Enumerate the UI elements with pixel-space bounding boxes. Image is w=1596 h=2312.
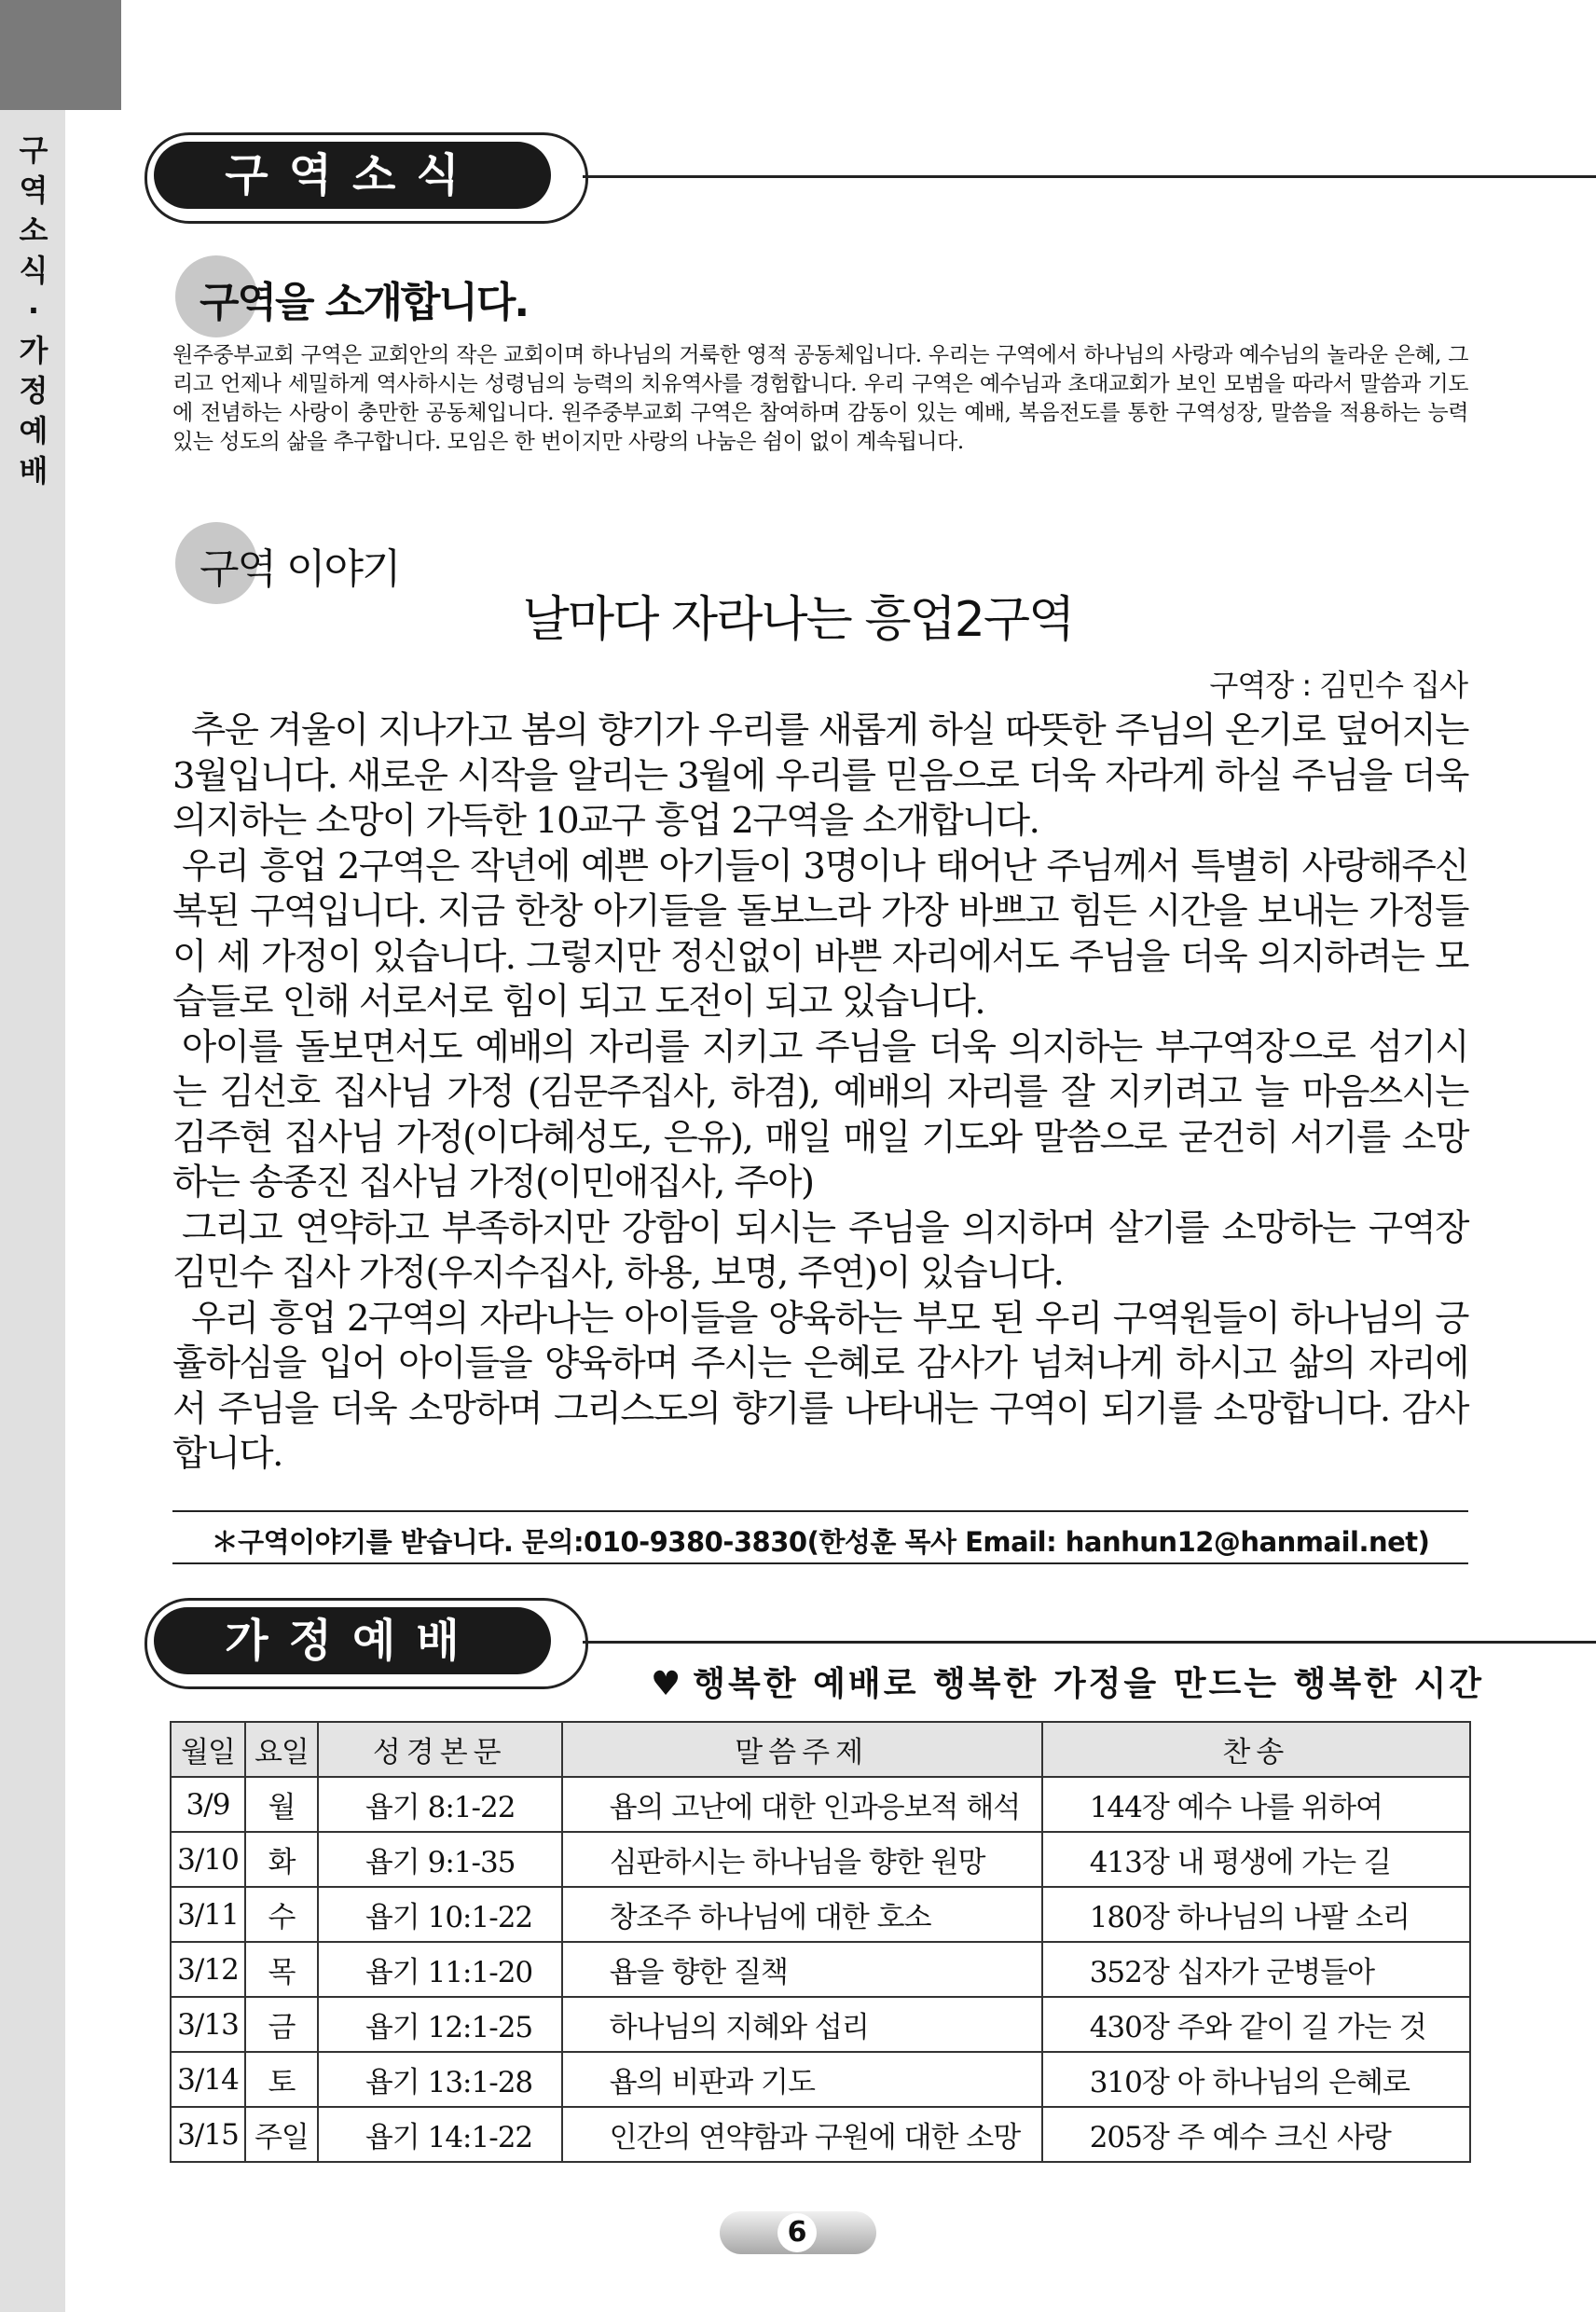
table-row [171,1887,1470,1942]
column-header-sermon-topic: 말씀주제 [562,1722,1042,1777]
story-paragraph: 그리고 연약하고 부족하지만 강함이 되시는 주님을 의지하며 살기를 소망하는 구역장 김민수 집사 가정(우지수집사, 하용, 보명, 주연)이 있습니다. [172,1206,1468,1294]
cell-date: 3/11 [171,1887,245,1942]
cell-topic: 심판하시는 하나님을 향한 원망 [562,1832,1042,1887]
notice-box [172,1510,1468,1564]
page-number: 6 [777,2213,817,2252]
table-row [171,2052,1470,2107]
cell-scripture: 욥기 10:1-22 [318,1887,562,1942]
cell-topic: 인간의 연약함과 구원에 대한 소망 [562,2107,1042,2162]
worship-tagline [651,1658,1484,1705]
heart-icon: ♥ [651,1665,684,1703]
column-header-scripture: 성경본문 [318,1722,562,1777]
cell-scripture: 욥기 13:1-28 [318,2052,562,2107]
cell-topic: 욥의 비판과 기도 [562,2052,1042,2107]
cell-date: 3/14 [171,2052,245,2107]
section-title: 구역소식 [154,142,551,209]
cell-day: 월 [245,1777,318,1832]
section-header-rule [583,175,1596,178]
cell-scripture: 욥기 8:1-22 [318,1777,562,1832]
table-row [171,2107,1470,2162]
cell-hymn: 310장 아 하나님의 은혜로 [1042,2052,1470,2107]
cell-hymn: 180장 하나님의 나팔 소리 [1042,1887,1470,1942]
column-header-day: 요일 [245,1722,318,1777]
table-row [171,1832,1470,1887]
column-header-date: 월일 [171,1722,245,1777]
story-heading: 구역 이야기 [200,545,400,593]
side-tab-label: 구 역 소 식 · 가 정 예 배 [19,132,48,489]
story-title: 날마다 자라나는 흥업2구역 [522,592,1074,648]
cell-date: 3/10 [171,1832,245,1887]
cell-day: 목 [245,1942,318,1997]
table-row [171,1942,1470,1997]
intro-heading: 구역을 소개합니다. [200,279,529,326]
cell-day: 수 [245,1887,318,1942]
story-body [172,709,1468,1478]
cell-hymn: 413장 내 평생에 가는 길 [1042,1832,1470,1887]
section-header-rule [583,1641,1596,1644]
story-paragraph: 추운 겨울이 지나가고 봄의 향기가 우리를 새롭게 하실 따뜻한 주님의 온기로 덮어지는 3월입니다. 새로운 시작을 알리는 3월에 우리를 믿음으로 더욱 자라게 하실 주님을 더욱 의지하는 소망이 가득한 10교구 흥업 2구역을 소개합니다. [172,709,1468,842]
cell-hymn: 205장 주 예수 크신 사랑 [1042,2107,1470,2162]
cell-hymn: 144장 예수 나를 위하여 [1042,1777,1470,1832]
cell-topic: 하나님의 지혜와 섭리 [562,1997,1042,2052]
cell-scripture: 욥기 14:1-22 [318,2107,562,2162]
cell-date: 3/13 [171,1997,245,2052]
cell-topic: 욥을 향한 질책 [562,1942,1042,1997]
side-tab-top [0,0,121,110]
cell-scripture: 욥기 11:1-20 [318,1942,562,1997]
story-author: 구역장 : 김민수 집사 [1209,667,1467,703]
notice-text: ＊구역이야기를 받습니다. 문의:010-9380-3830(한성훈 목사 Email: hanhun12@hanmail.net) [211,1526,1430,1558]
column-header-hymn: 찬송 [1042,1722,1470,1777]
table-header-row [171,1722,1470,1777]
cell-scripture: 욥기 9:1-35 [318,1832,562,1887]
cell-topic: 창조주 하나님에 대한 호소 [562,1887,1042,1942]
cell-hymn: 430장 주와 같이 길 가는 것 [1042,1997,1470,2052]
cell-hymn: 352장 십자가 군병들아 [1042,1942,1470,1997]
tagline-text: 행복한 예배로 행복한 가정을 만드는 행복한 시간 [693,1665,1485,1703]
story-paragraph: 우리 흥업 2구역은 작년에 예쁜 아기들이 3명이나 태어난 주님께서 특별히 사랑해주신 복된 구역입니다. 지금 한창 아기들을 돌보느라 가장 바쁘고 힘든 시간을 보내는 가정들이 세 가정이 있습니다. 그렇지만 정신없이 바쁜 자리에서도 주님을 더욱 의지하려는 모습들로 인해 서로서로 힘이 되고 도전이 되고 있습니다. [172,845,1468,1023]
section-title: 가정예배 [154,1607,551,1674]
cell-day: 주일 [245,2107,318,2162]
intro-paragraph: 원주중부교회 구역은 교회안의 작은 교회이며 하나님의 거룩한 영적 공동체입니다. 우리는 구역에서 하나님의 사랑과 예수님의 놀라운 은혜, 그리고 언제나 세밀하게 역사하시는 성령님의 능력의 치유역사를 경험합니다. 우리 구역은 예수님과 초대교회가 보인 모범을 따라서 말씀과 기도에 전념하는 사랑이 충만한 공동체입니다. 원주중부교회 구역은 참여하며 감동이 있는 예배, 복음전도를 통한 구역성장, 말씀을 적용하는 능력 있는 성도의 삶을 추구합니다. 모임은 한 번이지만 사랑의 나눔은 쉼이 없이 계속됩니다. [172,343,1468,454]
table-row [171,1997,1470,2052]
cell-topic: 욥의 고난에 대한 인과응보적 해석 [562,1777,1042,1832]
cell-date: 3/12 [171,1942,245,1997]
cell-day: 화 [245,1832,318,1887]
side-tab-mask [65,110,121,354]
cell-date: 3/15 [171,2107,245,2162]
cell-day: 금 [245,1997,318,2052]
cell-date: 3/9 [171,1777,245,1832]
story-paragraph: 아이를 돌보면서도 예배의 자리를 지키고 주님을 더욱 의지하는 부구역장으로 섬기시는 김선호 집사님 가정 (김문주집사, 하겸), 예배의 자리를 잘 지키려고 늘 마음쓰시는 김주현 집사님 가정(이다혜성도, 은유), 매일 매일 기도와 말씀으로 굳건히 서기를 소망하는 송종진 집사님 가정(이민애집사, 주아) [172,1025,1468,1204]
page-number-badge [720,2211,876,2254]
cell-day: 토 [245,2052,318,2107]
table-row [171,1777,1470,1832]
cell-scripture: 욥기 12:1-25 [318,1997,562,2052]
story-paragraph: 우리 흥업 2구역의 자라나는 아이들을 양육하는 부모 된 우리 구역원들이 하나님의 긍휼하심을 입어 아이들을 양육하며 주시는 은혜로 감사가 넘쳐나게 하시고 삶의 자리에서 주님을 더욱 소망하며 그리스도의 향기를 나타내는 구역이 되기를 소망합니다. 감사합니다. [172,1297,1468,1475]
worship-schedule-table [170,1721,1471,2163]
